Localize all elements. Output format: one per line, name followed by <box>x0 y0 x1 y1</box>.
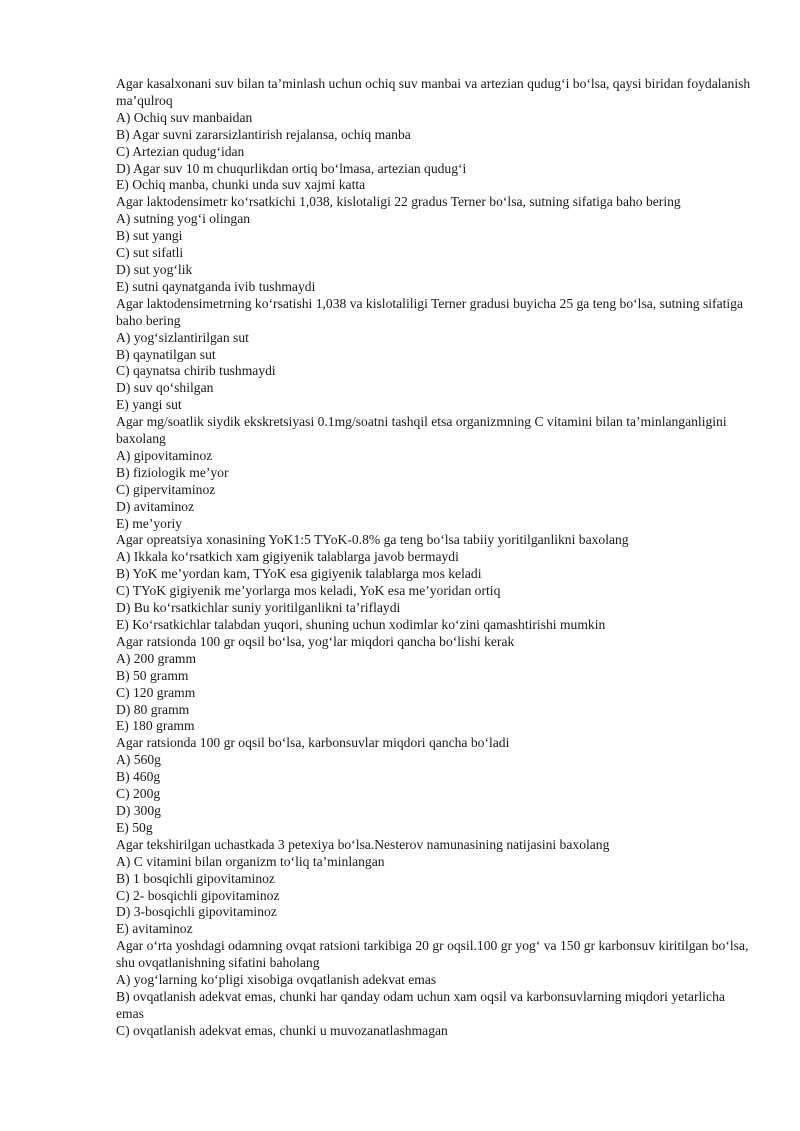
document-page <box>116 76 756 1040</box>
answer-option: B) 50 gramm <box>116 667 189 683</box>
answer-option: C) 2- bosqichli gipovitaminoz <box>116 887 280 903</box>
answer-option: A) yog‘larning ko‘pligi xisobiga ovqatlanish adekvat emas <box>116 972 437 988</box>
answer-option: E) me’yoriy <box>116 515 183 531</box>
answer-option: A) yog‘sizlantirilgan sut <box>116 329 249 345</box>
answer-option: D) 3-bosqichli gipovitaminoz <box>116 904 277 920</box>
question-line: Agar kasalxonani suv bilan ta’minlash uchun ochiq suv manbai va artezian qudug‘i bo‘lsa, qaysi biridan foydalanish ma’qulroq <box>116 76 751 108</box>
answer-option: C) Artezian qudug‘idan <box>116 143 245 159</box>
answer-option: B) Agar suvni zararsizlantirish rejalansa, ochiq manba <box>116 126 411 142</box>
question-line: Agar ratsionda 100 gr oqsil bo‘lsa, yog‘lar miqdori qancha bo‘lishi kerak <box>116 633 515 649</box>
question-line: Agar ratsionda 100 gr oqsil bo‘lsa, karbonsuvlar miqdori qancha bo‘ladi <box>116 735 510 751</box>
answer-option: C) gipervitaminoz <box>116 481 216 497</box>
answer-option: B) sut yangi <box>116 228 183 244</box>
answer-option: B) qaynatilgan sut <box>116 346 216 362</box>
answer-option: D) 80 gramm <box>116 701 190 717</box>
question-line: Agar laktodensimetr ko‘rsatkichi 1,038, kislotaligi 22 gradus Terner bo‘lsa, sutning sifatiga baho bering <box>116 194 681 210</box>
answer-option: A) Ochiq suv manbaidan <box>116 109 253 125</box>
answer-option: D) 300g <box>116 802 161 818</box>
question-line: Agar o‘rta yoshdagi odamning ovqat ratsioni tarkibiga 20 gr oqsil.100 gr yog‘ va 150 gr karbonsuv kiritilgan bo‘lsa, shu ovqatlanishning sifatini baholang <box>116 938 749 971</box>
answer-option: D) Bu ko‘rsatkichlar suniy yoritilganlikni ta’riflaydi <box>116 600 401 616</box>
answer-option: E) yangi sut <box>116 397 182 413</box>
answer-option: A) 200 gramm <box>116 650 197 666</box>
answer-option: A) 560g <box>116 752 161 768</box>
answer-option: A) Ikkala ko‘rsatkich xam gigiyenik talablarga javob bermaydi <box>116 549 459 565</box>
answer-option: C) 120 gramm <box>116 684 196 700</box>
answer-option: C) 200g <box>116 786 161 802</box>
answer-option: A) gipovitaminoz <box>116 447 213 463</box>
answer-option: C) ovqatlanish adekvat emas, chunki u muvozanatlashmagan <box>116 1022 448 1038</box>
answer-option: D) avitaminoz <box>116 498 195 514</box>
answer-option: E) 50g <box>116 819 153 835</box>
question-line: Agar mg/soatlik siydik ekskretsiyasi 0.1mg/soatni tashqil etsa organizmning C vitamini bilan ta’minlanganligini baxolang <box>116 414 727 447</box>
answer-option: B) 1 bosqichli gipovitaminoz <box>116 870 275 886</box>
answer-option: E) sutni qaynatganda ivib tushmaydi <box>116 278 316 294</box>
answer-option: C) TYoK gigiyenik me’yorlarga mos keladi, YoK esa me’yoridan ortiq <box>116 583 501 599</box>
answer-option: C) qaynatsa chirib tushmaydi <box>116 363 276 379</box>
answer-option: C) sut sifatli <box>116 245 184 261</box>
answer-option: A) C vitamini bilan organizm to‘liq ta’minlangan <box>116 853 385 869</box>
answer-option: A) sutning yog‘i olingan <box>116 211 251 227</box>
answer-option: D) Agar suv 10 m chuqurlikdan ortiq bo‘lmasa, artezian qudug‘i <box>116 160 467 176</box>
answer-option: E) avitaminoz <box>116 921 193 937</box>
answer-option: B) fiziologik me’yor <box>116 464 229 480</box>
answer-option: B) YoK me’yordan kam, TYoK esa gigiyenik talablarga mos keladi <box>116 566 482 582</box>
answer-option: D) sut yog‘lik <box>116 261 193 277</box>
question-line: Agar tekshirilgan uchastkada 3 petexiya bo‘lsa.Nesterov namunasining natijasini baxolang <box>116 836 610 852</box>
answer-option: E) 180 gramm <box>116 718 195 734</box>
question-line: Agar opreatsiya xonasining YoK1:5 TYoK-0.8% ga teng bo‘lsa tabiiy yoritilganlikni baxolang <box>116 532 629 548</box>
answer-option: B) ovqatlanish adekvat emas, chunki har qanday odam uchun xam oqsil va karbonsuvlarning miqdori yetarlicha emas <box>116 988 725 1021</box>
answer-option: B) 460g <box>116 769 161 785</box>
answer-option: E) Ochiq manba, chunki unda suv xajmi katta <box>116 177 366 193</box>
answer-option: E) Ko‘rsatkichlar talabdan yuqori, shuning uchun xodimlar ko‘zini qamashtirishi mumkin <box>116 617 606 632</box>
question-line: Agar laktodensimetrning ko‘rsatishi 1,038 va kislotaliligi Terner gradusi buyicha 25 ga teng bo‘lsa, sutning sifatiga baho bering <box>116 295 744 328</box>
answer-option: D) suv qo‘shilgan <box>116 380 214 396</box>
